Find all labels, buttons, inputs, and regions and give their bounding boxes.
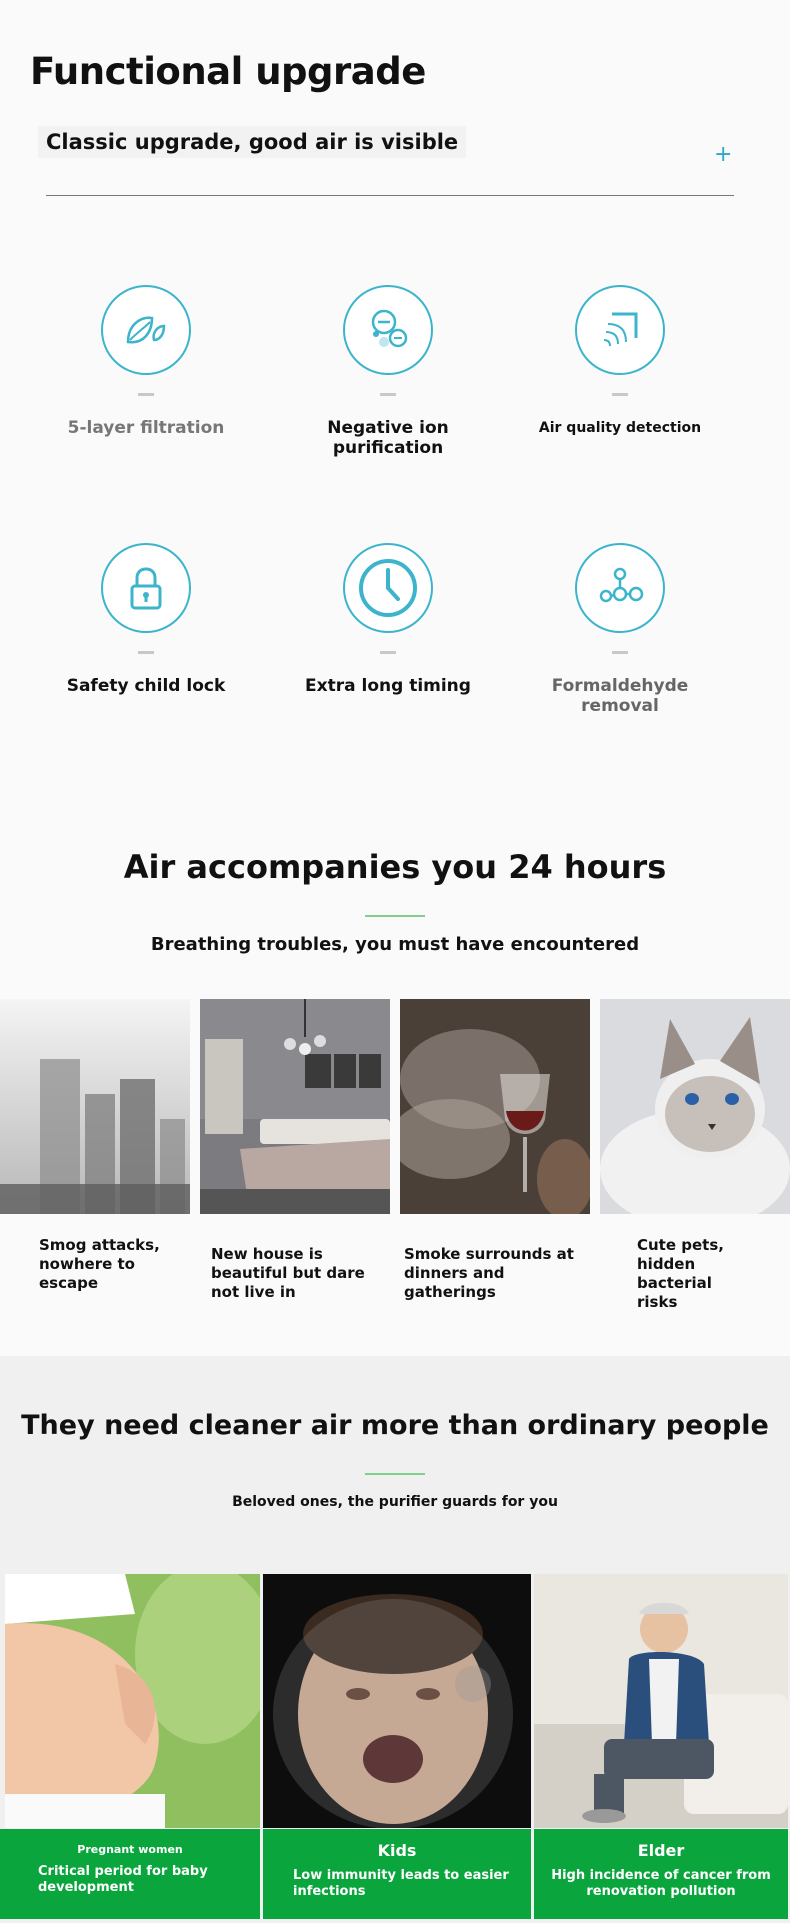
group-desc: Low immunity leads to easier infections <box>293 1868 509 1899</box>
scene-caption: Cute pets, hidden bacterial risks <box>637 1236 724 1311</box>
group-card-pregnant <box>0 1829 260 1919</box>
scene-caption: Smog attacks, nowhere to escape <box>39 1236 160 1292</box>
feature-label: Extra long timing <box>305 676 471 696</box>
bedroom-photo <box>200 999 390 1214</box>
feature-label: Negative ion purification <box>327 418 449 458</box>
feature-label: 5-layer filtration <box>67 418 225 438</box>
functional-subtitle: Classic upgrade, good air is visible <box>38 126 466 158</box>
elderly-man-photo <box>534 1574 788 1828</box>
signal-icon <box>575 285 665 375</box>
feature-label: Air quality detection <box>538 420 702 436</box>
feature-dash <box>138 651 154 654</box>
divider <box>46 195 734 196</box>
group-title: Elder <box>637 1841 685 1860</box>
pregnant-woman-photo <box>5 1574 260 1828</box>
feature-label: Safety child lock <box>66 676 226 696</box>
group-title: Kids <box>377 1841 417 1860</box>
feature-child-lock <box>36 543 256 696</box>
air-section-title: Air accompanies you 24 hours <box>123 848 667 886</box>
group-card-elder <box>534 1829 788 1919</box>
feature-label: Formaldehyde removal <box>551 676 689 716</box>
group-desc: Critical period for baby development <box>38 1864 208 1895</box>
title-underline <box>365 915 425 917</box>
scene-caption: New house is beautiful but dare not live in <box>211 1245 365 1301</box>
cat-photo <box>600 999 790 1214</box>
expand-plus-icon[interactable]: + <box>714 142 733 167</box>
air-section-subtitle: Breathing troubles, you must have encountered <box>150 934 640 955</box>
feature-timing <box>278 543 498 696</box>
feature-dash <box>612 393 628 396</box>
crying-kid-photo <box>263 1574 531 1828</box>
feature-dash <box>138 393 154 396</box>
ion-icon <box>343 285 433 375</box>
feature-dash <box>380 651 396 654</box>
molecule-icon <box>575 543 665 633</box>
feature-filtration <box>36 285 256 438</box>
feature-dash <box>612 651 628 654</box>
people-section-title: They need cleaner air more than ordinary people <box>21 1410 769 1441</box>
scene-caption: Smoke surrounds at dinners and gatherings <box>404 1245 574 1301</box>
lock-icon <box>101 543 191 633</box>
functional-title: Functional upgrade <box>30 50 426 93</box>
smoke-dinner-photo <box>400 999 590 1214</box>
title-underline <box>365 1473 425 1475</box>
group-title: Pregnant women <box>77 1843 183 1856</box>
feature-air-quality <box>510 285 730 436</box>
people-section-subtitle: Beloved ones, the purifier guards for you <box>232 1494 558 1510</box>
smog-city-photo <box>0 999 190 1214</box>
group-card-kids <box>263 1829 531 1919</box>
group-desc: High incidence of cancer from renovation pollution <box>551 1868 771 1899</box>
clock-icon <box>343 543 433 633</box>
feature-dash <box>380 393 396 396</box>
feature-negative-ion <box>278 285 498 458</box>
leaf-icon <box>101 285 191 375</box>
feature-formaldehyde <box>510 543 730 716</box>
